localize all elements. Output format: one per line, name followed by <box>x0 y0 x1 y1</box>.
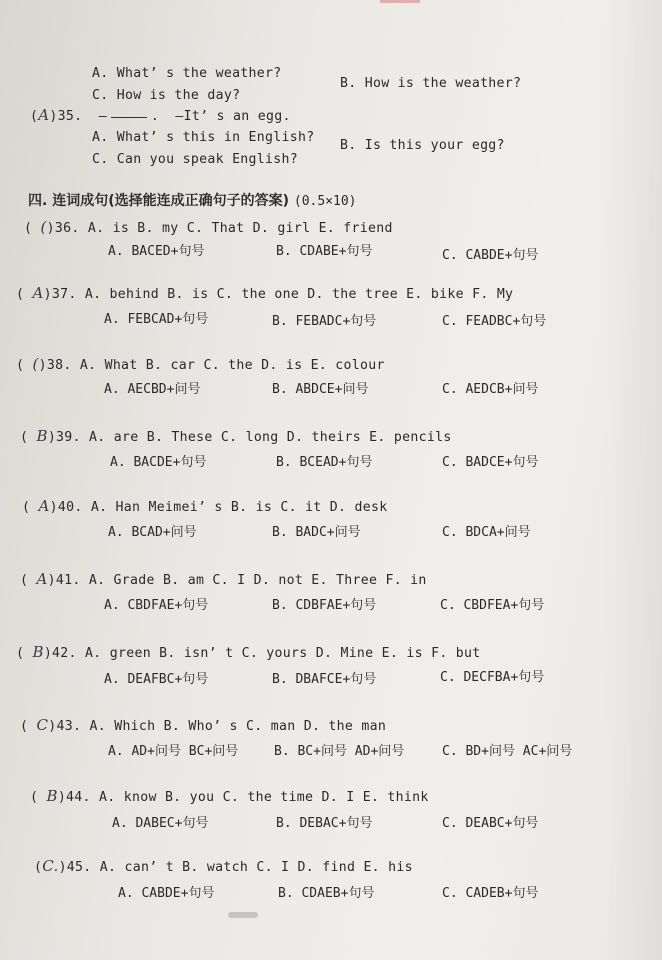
q40-option-c: C. BDCA+问号 <box>442 525 531 540</box>
q39-option-c: C. BADCE+句号 <box>442 455 539 470</box>
q38-handwritten-answer: ( <box>32 355 39 373</box>
q34-option-a: A. What’ s the weather? <box>92 66 282 81</box>
q43-handwritten-answer: C <box>36 716 49 734</box>
q34-option-c: C. How is the day? <box>92 88 241 103</box>
q35-dot: . <box>150 109 160 124</box>
q41-option-b: B. CDBFAE+句号 <box>272 598 377 613</box>
q40-handwritten-answer: A <box>38 497 50 515</box>
q44-option-b: B. DEBAC+句号 <box>276 816 373 831</box>
q45-handwritten-answer: C. <box>42 857 59 875</box>
q35-option-c: C. Can you speak English? <box>92 152 298 167</box>
q44-option-a: A. DABEC+句号 <box>112 816 209 831</box>
q43-option-c: C. BD+问号 AC+问号 <box>442 744 573 759</box>
paper-shadow <box>602 0 662 960</box>
q41-option-c: C. CBDFEA+句号 <box>440 598 545 613</box>
ink-smudge <box>228 912 258 918</box>
q42-option-a: A. DEAFBC+句号 <box>104 672 209 687</box>
q36-option-a: A. BACED+句号 <box>108 244 205 259</box>
q45-option-c: C. CADEB+句号 <box>442 886 539 901</box>
q35-handwritten-answer: A <box>38 106 50 124</box>
q37-option-a: A. FEBCAD+句号 <box>104 312 209 327</box>
question-45: (C.)45. A. can’ t B. watch C. I D. find E. his <box>34 857 413 875</box>
q43-option-a: A. AD+问号 BC+问号 <box>108 744 239 759</box>
q42-handwritten-answer: B <box>32 643 44 661</box>
question-37: ( A)37. A. behind B. is C. the one D. the tree E. bike F. My <box>16 284 514 302</box>
q45-option-a: A. CABDE+句号 <box>118 886 215 901</box>
q40-option-b: B. BADC+问号 <box>272 525 361 540</box>
question-42: ( B)42. A. green B. isn’ t C. yours D. Mine E. is F. but <box>16 643 481 661</box>
q35-dash: — <box>98 109 107 124</box>
q35-option-a: A. What’ s this in English? <box>92 130 315 145</box>
q44-handwritten-answer: B <box>46 787 58 805</box>
q37-option-c: C. FEADBC+句号 <box>442 314 547 329</box>
section-title: 四. 连词成句(选择能连成正确句子的答案) <box>28 193 289 209</box>
q41-option-a: A. CBDFAE+句号 <box>104 598 209 613</box>
question-36: ( ()36. A. is B. my C. That D. girl E. friend <box>24 218 393 236</box>
q36-option-c: C. CABDE+句号 <box>442 248 539 263</box>
question-38: ( ()38. A. What B. car C. the D. is E. colour <box>16 355 385 373</box>
q37-option-b: B. FEBADC+句号 <box>272 314 377 329</box>
question-39: ( B)39. A. are B. These C. long D. theirs E. pencils <box>20 427 452 445</box>
q34-option-b: B. How is the weather? <box>340 76 522 91</box>
q36-handwritten-answer: ( <box>40 218 47 236</box>
q35-line: (A)35. — . —It’ s an egg. <box>30 106 291 124</box>
q45-option-b: B. CDAEB+句号 <box>278 886 375 901</box>
q41-handwritten-answer: A <box>36 570 48 588</box>
q35-option-b: B. Is this your egg? <box>340 138 505 153</box>
q44-option-c: C. DEABC+句号 <box>442 816 539 831</box>
question-44: ( B)44. A. know B. you C. the time D. I E. think <box>30 787 429 805</box>
red-mark <box>380 0 420 3</box>
q39-option-a: A. BACDE+句号 <box>110 455 207 470</box>
q38-option-b: B. ABDCE+问号 <box>272 382 369 397</box>
q38-option-c: C. AEDCB+问号 <box>442 382 539 397</box>
q39-option-b: B. BCEAD+句号 <box>276 455 373 470</box>
q37-handwritten-answer: A <box>32 284 44 302</box>
section-heading <box>28 190 357 210</box>
question-41: ( A)41. A. Grade B. am C. I D. not E. Three F. in <box>20 570 427 588</box>
q43-option-b: B. BC+问号 AD+问号 <box>274 744 405 759</box>
section-score: (0.5×10) <box>293 194 357 209</box>
q38-option-a: A. AECBD+问号 <box>104 382 201 397</box>
question-43: ( C)43. A. Which B. Who’ s C. man D. the man <box>20 716 387 734</box>
q35-number: )35. <box>49 109 83 124</box>
q35-blank <box>111 117 147 118</box>
q42-option-b: B. DBAFCE+句号 <box>272 672 377 687</box>
q40-option-a: A. BCAD+问号 <box>108 525 197 540</box>
q42-option-c: C. DECFBA+句号 <box>440 670 545 685</box>
q39-handwritten-answer: B <box>36 427 48 445</box>
question-40: ( A)40. A. Han Meimei’ s B. is C. it D. desk <box>22 497 388 515</box>
q35-text: —It’ s an egg. <box>175 109 291 124</box>
q36-option-b: B. CDABE+句号 <box>276 244 373 259</box>
